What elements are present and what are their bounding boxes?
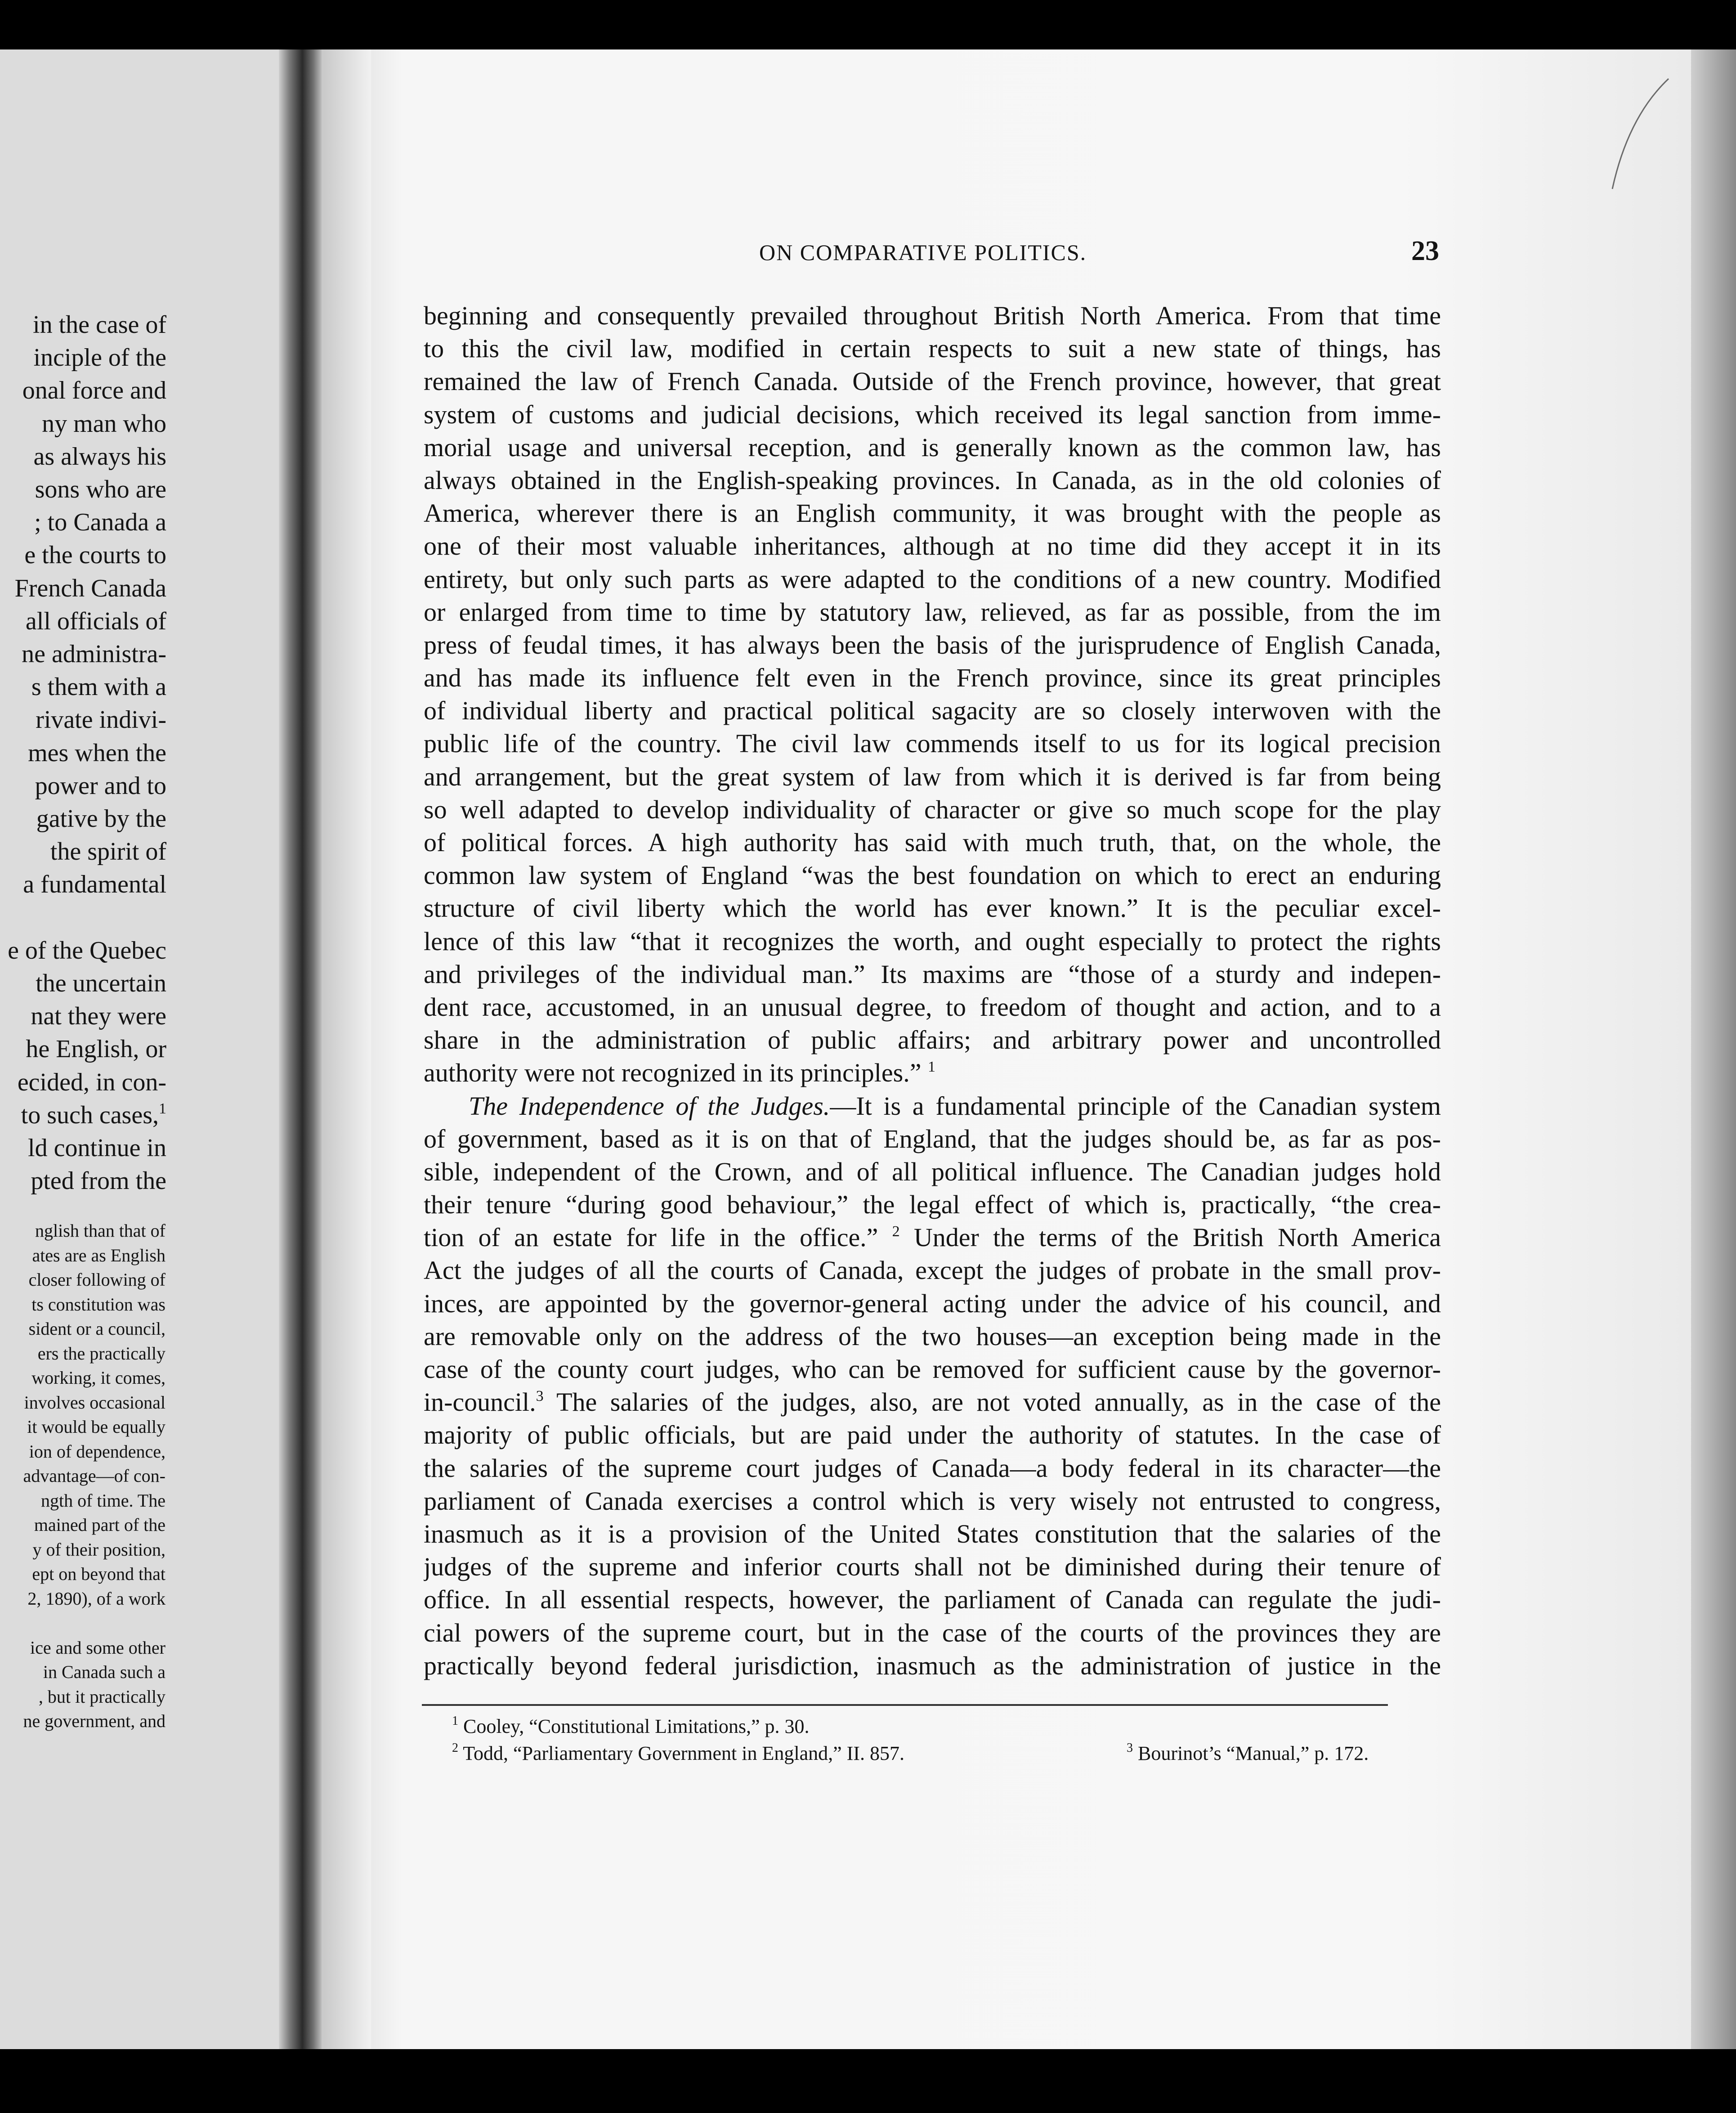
left-page-footnote-line: ates are as English	[32, 1245, 166, 1265]
left-page-text-line: sons who are	[35, 476, 166, 503]
text-line: Act the judges of all the courts of Canada, except the judges of probate in the small prov-	[424, 1256, 1441, 1285]
left-page-text-line: ecided, in con-	[17, 1068, 166, 1096]
left-page-footnote-line: ion of dependence,	[29, 1441, 166, 1462]
footnote-2: $^2$ Todd, “Parliamentary Government in England,” II. 857.	[452, 1741, 904, 1764]
left-page-text-line: s them with a	[31, 673, 166, 701]
text-line: morial usage and universal reception, and is generally known as the common law, has	[424, 432, 1441, 462]
left-page-text-line: power and to	[35, 772, 166, 800]
text-line: and arrangement, but the great system of law from which it is derived is far from being	[424, 762, 1441, 791]
text-line: beginning and consequently prevailed throughout British North America. From that time	[424, 301, 1441, 330]
text-line: America, wherever there is an English community, it was brought with the people as	[424, 498, 1441, 528]
left-page-footnote-line: ts constitution was	[31, 1294, 166, 1314]
text-line: in-council.$^3$ The salaries of the judges, also, are not voted annually, as in the case of the	[424, 1387, 1441, 1417]
left-page-text-line: onal force and	[22, 377, 166, 405]
text-line: one of their most valuable inheritances, although at no time did they accept it in its	[424, 531, 1441, 561]
text-line: to this the civil law, modified in certain respects to suit a new state of things, has	[424, 334, 1441, 363]
left-page-footnote-line: y of their position,	[32, 1539, 166, 1560]
left-page-footnote-line: ice and some other	[30, 1637, 166, 1658]
text-line: structure of civil liberty which the world has ever known.” It is the peculiar excel-	[424, 893, 1441, 923]
text-line: entirety, but only such parts as were adapted to the conditions of a new country. Modified	[424, 564, 1441, 594]
text-line: lence of this law “that it recognizes the worth, and ought especially to protect the rights	[424, 926, 1441, 956]
gutter-shadow	[322, 0, 371, 2113]
section-title: The Independence of the Judges.	[469, 1091, 830, 1121]
text-line: public life of the country. The civil law commends itself to us for its logical precision	[424, 729, 1441, 758]
film-border-bottom	[0, 2049, 1736, 2113]
text-line: and privileges of the individual man.” Its maxims are “those of a sturdy and indepen-	[424, 959, 1441, 989]
left-page-footnote-line: ept on beyond that	[32, 1564, 166, 1584]
text-line: of political forces. A high authority has said with much truth, that, on the whole, the	[424, 828, 1441, 857]
text-line: authority were not recognized in its principles.” $^1$	[424, 1058, 935, 1088]
left-page-text-line: he English, or	[26, 1035, 166, 1063]
left-page-text-line: pted from the	[31, 1167, 166, 1195]
left-page-text-line: rivate indivi-	[36, 706, 166, 734]
text-line: inces, are appointed by the governor-general acting under the advice of his council, and	[424, 1288, 1441, 1318]
left-page-footnote-line: closer following of	[28, 1270, 166, 1290]
left-page-text-line: e of the Quebec	[8, 936, 166, 965]
text-line: majority of public officials, but are paid under the authority of statutes. In the case of	[424, 1420, 1441, 1450]
section-heading-line: The Independence of the Judges.—It is a fundamental principle of the Canadian system	[469, 1091, 1441, 1121]
left-page-footnote-line: in Canada such a	[43, 1662, 166, 1682]
left-page-text-line: a fundamental	[23, 870, 166, 899]
paragraph-judges-c	[424, 1418, 1441, 1682]
text-line: remained the law of French Canada. Outside of the French province, however, that great	[424, 367, 1441, 396]
left-page-text-line: ld continue in	[28, 1134, 166, 1162]
text-line: always obtained in the English-speaking provinces. In Canada, as in the old colonies of	[424, 465, 1441, 495]
footnote-ref: 1	[159, 1100, 166, 1117]
left-page-footnote-line: sident or a council,	[28, 1319, 166, 1339]
footnote-1: $^1$ Cooley, “Constitutional Limitations,” p. 30.	[452, 1714, 810, 1737]
left-page-text-line: French Canada	[14, 574, 166, 602]
left-page-text-line: nat they were	[31, 1002, 166, 1031]
footnote-ref: 3	[536, 1388, 544, 1405]
text-line: or enlarged from time to time by statutory law, relieved, as far as possible, from the im	[424, 597, 1441, 627]
text-line: common law system of England “was the best foundation on which to erect an enduring	[424, 861, 1441, 890]
footnote-rule	[422, 1704, 1388, 1706]
previous-page-fragment	[0, 0, 310, 2113]
text-line: parliament of Canada exercises a control which is very wisely not entrusted to congress,	[424, 1486, 1441, 1516]
left-page-text-line: ny man who	[42, 409, 166, 438]
text-line: their tenure “during good behaviour,” the legal effect of which is, practically, “the crea-	[424, 1190, 1441, 1220]
left-page-footnote-line: 2, 1890), of a work	[27, 1588, 166, 1609]
left-page-text-line: inciple of the	[33, 344, 166, 372]
paragraph-judges-a	[424, 1122, 1441, 1221]
film-border-top	[0, 0, 1736, 49]
left-page-footnote-line: nglish than that of	[35, 1220, 166, 1241]
left-page-text-line: in the case of	[33, 311, 166, 339]
text-line: inasmuch as it is a provision of the United States constitution that the salaries of the	[424, 1519, 1441, 1548]
text-line: press of feudal times, it has always been the basis of the jurisprudence of English Canada,	[424, 630, 1441, 659]
left-page-footnote-line: it would be equally	[27, 1417, 166, 1437]
left-page-text-line: ne administra-	[22, 640, 166, 668]
footnote-3: $^3$ Bourinot’s “Manual,” p. 172.	[1127, 1741, 1369, 1764]
left-page-text-line: the uncertain	[36, 969, 166, 997]
left-page-footnote-line: ngth of time. The	[41, 1490, 166, 1511]
left-page-footnote-line: advantage—of con-	[23, 1466, 166, 1486]
left-page-text-line: as always his	[33, 442, 166, 471]
left-page-text-line: e the courts to	[24, 541, 166, 570]
text-line: system of customs and judicial decisions, which received its legal sanction from imme-	[424, 399, 1441, 429]
footnote-ref: 1	[927, 1059, 935, 1076]
film-scratch	[1601, 76, 1673, 193]
text-line: of individual liberty and practical political sagacity are so closely interwoven with the	[424, 696, 1441, 726]
left-page-text-line: gative by the	[36, 805, 166, 833]
left-page-text-line: mes when the	[28, 739, 166, 767]
text-line: judges of the supreme and inferior courts shall not be diminished during their tenure of	[424, 1552, 1441, 1582]
text-line: and has made its influence felt even in the French province, since its great principles	[424, 663, 1441, 693]
text-line: tion of an estate for life in the office.” $^2$ Under the terms of the British North America	[424, 1223, 1441, 1252]
page-number: 23	[1411, 236, 1439, 266]
left-page-text-line: to such cases,$^1$	[21, 1100, 166, 1129]
text-line: share in the administration of public affairs; and arbitrary power and uncontrolled	[424, 1025, 1441, 1055]
text-line: of government, based as it is on that of England, that the judges should be, as far as pos-	[424, 1124, 1441, 1153]
text-line: sible, independent of the Crown, and of all political influence. The Canadian judges hold	[424, 1157, 1441, 1186]
left-page-text-line: the spirit of	[50, 838, 166, 866]
text-line: are removable only on the address of the two houses—an exception being made in the	[424, 1321, 1441, 1351]
left-page-footnote-line: working, it comes,	[31, 1368, 166, 1388]
left-page-footnote-line: ers the practically	[37, 1343, 166, 1364]
running-head: ON COMPARATIVE POLITICS.	[759, 240, 1087, 265]
left-page-footnote-line: involves occasional	[24, 1392, 166, 1413]
footnote-ref: 2	[892, 1223, 900, 1240]
left-page-footnote-line: mained part of the	[34, 1515, 166, 1535]
paragraph-common-law	[424, 299, 1441, 1056]
left-page-text-line: all officials of	[25, 607, 166, 635]
left-page-footnote-line: ne government, and	[23, 1711, 166, 1731]
paragraph-judges-b	[424, 1254, 1441, 1386]
body-text	[424, 299, 1441, 1682]
text-line: the salaries of the supreme court judges of Canada—a body federal in its character—the	[424, 1453, 1441, 1483]
text-line: so well adapted to develop individuality of character or give so much scope for the play	[424, 794, 1441, 824]
text-line: dent race, accustomed, in an unusual degree, to freedom of thought and action, and to a	[424, 992, 1441, 1022]
text-line: office. In all essential respects, however, the parliament of Canada can regulate the judi-	[424, 1585, 1441, 1615]
left-page-footnote-line: , but it practically	[38, 1686, 166, 1707]
binding-gutter	[279, 0, 322, 2113]
left-page-text-line: ; to Canada a	[34, 508, 166, 537]
text-line: cial powers of the supreme court, but in the case of the courts of the provinces they are	[424, 1618, 1441, 1647]
text-line: practically beyond federal jurisdiction, inasmuch as the administration of justice in the	[424, 1651, 1441, 1680]
text-line: case of the county court judges, who can be removed for sufficient cause by the governor-	[424, 1355, 1441, 1384]
film-edge	[1691, 0, 1736, 2113]
